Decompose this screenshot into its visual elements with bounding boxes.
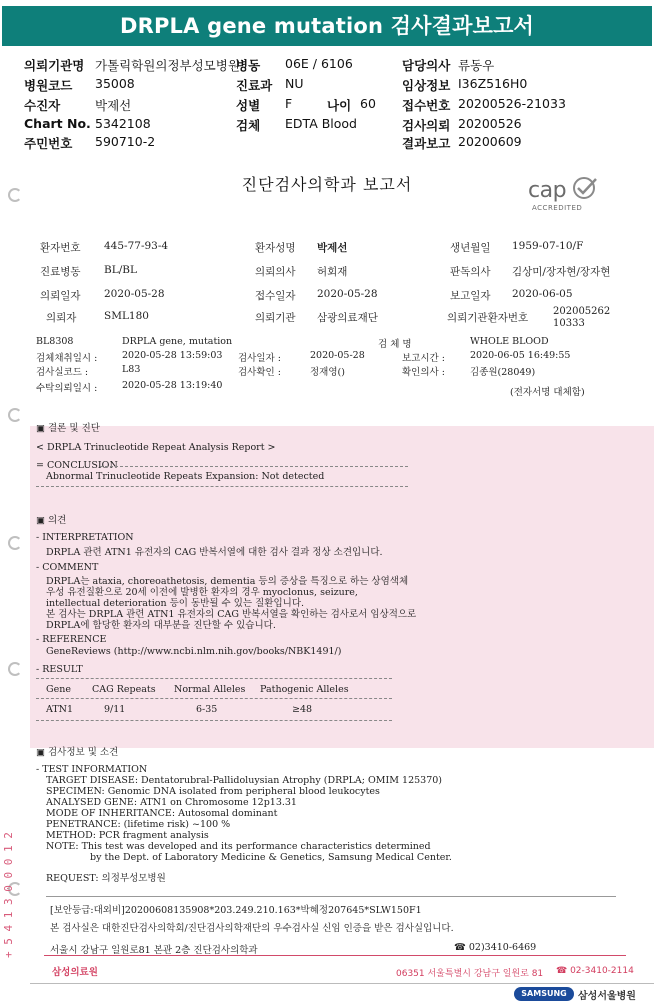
testinfo-head: ▣ 검사정보 및 소견 xyxy=(36,747,119,758)
ref-text: GeneReviews (http://www.ncbi.nlm.nih.gov/books/NBK1491/) xyxy=(46,646,342,657)
col-gene: Gene xyxy=(46,684,71,695)
title-bar xyxy=(0,0,654,52)
test-name: DRPLA gene, mutation xyxy=(122,336,233,347)
col-cag: CAG Repeats xyxy=(92,684,156,695)
receive-label: 수탁의뢰일시 : xyxy=(36,383,98,394)
report-title: 진단검사의학과 보고서 xyxy=(241,175,413,194)
rcv-date-label: 접수일자 xyxy=(255,290,296,302)
scanned-report xyxy=(0,158,654,1006)
req-org: 삼광의료재단 xyxy=(317,312,378,324)
confirm-doc-label: 확인의사 : xyxy=(402,367,445,378)
red-divider xyxy=(44,955,626,956)
ti-1: TARGET DISEASE: Dentatorubral-Pallidoluysian Atrophy (DRPLA; OMIM 125370) xyxy=(46,775,443,786)
receive-time: 2020-05-28 13:19:40 xyxy=(122,380,223,391)
req-doctor: 허회재 xyxy=(317,266,348,278)
clinical-value: I36Z516H0 xyxy=(458,76,528,91)
divider xyxy=(100,466,408,467)
footer-logo-left: 삼성의료원 xyxy=(52,967,98,978)
page-title: DRPLA gene mutation 검사결과보고서 xyxy=(119,14,535,38)
req-date-label: 의뢰일자 xyxy=(40,290,81,302)
phone-line: ☎ 02)3410-6469 xyxy=(454,942,537,953)
opinion-head: ▣ 의견 xyxy=(36,515,67,526)
rep-date: 2020-06-05 xyxy=(512,288,573,300)
interp-label: - INTERPRETATION xyxy=(36,532,134,543)
cap-logo-word: cap xyxy=(528,178,567,203)
footer-phone: ☎ 02-3410-2114 xyxy=(556,966,634,976)
specimen-label: 검 체 명 xyxy=(378,339,412,350)
clinical-label: 임상정보 xyxy=(402,78,451,93)
ti-6: METHOD: PCR fragment analysis xyxy=(46,830,209,841)
age-value: 60 xyxy=(360,96,376,111)
patient-no: 445-77-93-4 xyxy=(104,240,169,252)
confirm-doc: 김종원(28049) xyxy=(470,367,536,378)
specimen-label: 검체 xyxy=(236,118,261,133)
dept-label: 진료과 xyxy=(236,78,273,93)
punch-hole-icon xyxy=(8,188,22,202)
chart-label: Chart No. xyxy=(24,116,91,131)
ward-label: 진료병동 xyxy=(40,266,81,278)
row-path: ≥48 xyxy=(292,704,313,715)
cap-logo xyxy=(520,176,610,216)
collect-time: 2020-05-28 13:59:03 xyxy=(122,350,223,361)
conclusion-head: ▣ 결론 및 진단 xyxy=(36,423,100,434)
inst-value: 가톨릭학원의정부성모병원 xyxy=(95,58,240,73)
receipt-value: 20200526-21033 xyxy=(458,96,566,111)
req-org-label: 의뢰기관 xyxy=(255,312,296,324)
footer-address: 06351 서울특별시 강남구 일원로 81 xyxy=(396,969,544,979)
header-info xyxy=(0,54,654,152)
rep-date-label: 보고일자 xyxy=(450,290,491,302)
comment-2: 우성 유전질환으로 20세 이전에 발병한 환자의 경우 myoclonus, seizure, xyxy=(46,587,358,598)
ti-7: NOTE: This test was developed and its performance characteristics determined xyxy=(46,841,431,852)
title-banner xyxy=(2,6,652,46)
side-barcode-text: + 5 4 1 3 0 0 0 1 2 xyxy=(2,832,15,958)
cap-accredited: ACCREDITED xyxy=(532,204,583,212)
comment-label: - COMMENT xyxy=(36,562,99,573)
specimen-value: EDTA Blood xyxy=(285,116,357,131)
ti-5: PENETRANCE: (lifetime risk) ~100 % xyxy=(46,819,231,830)
req-doctor-label: 의뢰의사 xyxy=(255,266,296,278)
age-label: 나이 xyxy=(327,98,352,113)
dob: 1959-07-10/F xyxy=(512,240,584,252)
punch-hole-icon xyxy=(8,408,22,422)
collect-label: 검체채취일시 : xyxy=(36,353,98,364)
comment-5: DRPLA에 합당한 환자의 대부분을 진단할 수 있습니다. xyxy=(46,620,276,631)
sex-value: F xyxy=(285,96,293,111)
test-code: BL8308 xyxy=(36,336,74,347)
doctor-value: 류동우 xyxy=(458,58,495,73)
req-org-patno-label: 의뢰기관환자번호 xyxy=(447,312,529,324)
row-gene: ATN1 xyxy=(46,704,74,715)
room-label: 검사실코드 : xyxy=(36,367,89,378)
patient-name: 박제선 xyxy=(317,242,348,254)
samsung-logo xyxy=(514,987,574,1001)
hosp-code-label: 병원코드 xyxy=(24,78,73,93)
confirm: 정재영() xyxy=(310,367,345,378)
specimen: WHOLE BLOOD xyxy=(470,336,549,347)
ti-2: SPECIMEN: Genomic DNA isolated from peripheral blood leukocytes xyxy=(46,786,380,797)
report-time: 2020-06-05 16:49:55 xyxy=(470,350,571,361)
request-line: REQUEST: 의정부성모병원 xyxy=(46,873,166,884)
ti-3: ANALYSED GENE: ATN1 on Chromosome 12p13.31 xyxy=(46,797,297,808)
ward-value: 06E / 6106 xyxy=(285,56,353,71)
req-person-label: 의뢰자 xyxy=(46,312,77,324)
ssn-value: 590710-2 xyxy=(95,134,156,149)
patient-name-label: 환자성명 xyxy=(255,242,296,254)
req-person: SML180 xyxy=(104,310,149,322)
comment-1: DRPLA는 ataxia, choreoathetosis, dementia 등의 증상을 특징으로 하는 상염색체 xyxy=(46,576,409,587)
esign: (전자서명 대체함) xyxy=(510,387,585,398)
side-barcode xyxy=(0,798,20,958)
receipt-label: 접수번호 xyxy=(402,98,451,113)
ti-8: by the Dept. of Laboratory Medicine & Genetics, Samsung Medical Center. xyxy=(90,852,452,863)
ref-label: - REFERENCE xyxy=(36,634,107,645)
hosp-code-value: 35008 xyxy=(95,76,135,91)
patient-no-label: 환자번호 xyxy=(40,242,81,254)
dept-value: NU xyxy=(285,76,304,91)
collector-label: 수진자 xyxy=(24,98,61,113)
cap-check-icon xyxy=(570,176,602,200)
reader: 김상미/장자현/장자현 xyxy=(512,266,611,278)
punch-hole-icon xyxy=(8,536,22,550)
ward: BL/BL xyxy=(104,264,137,276)
room: L83 xyxy=(122,364,141,375)
conclusion-label: = CONCLUSION xyxy=(36,460,118,471)
conclusion-text: Abnormal Trinucleotide Repeats Expansion: Not detected xyxy=(46,471,325,482)
divider xyxy=(36,486,408,487)
req-date: 2020-05-28 xyxy=(104,288,165,300)
footer-hospital: 삼성서울병원 xyxy=(578,991,636,1002)
test-date: 2020-05-28 xyxy=(310,350,365,361)
analysis-title: < DRPLA Trinucleotide Repeat Analysis Report > xyxy=(36,442,276,453)
col-normal: Normal Alleles xyxy=(174,684,246,695)
cert-line: 본 검사실은 대한진단검사의학회/진단검사의학재단의 우수검사실 신임 인증을 받은 검사실입니다. xyxy=(50,923,454,934)
comment-3: intellectual deterioration 등이 동반될 수 있는 질환입니다. xyxy=(46,598,305,609)
inst-label: 의뢰기관명 xyxy=(24,58,85,73)
row-normal: 6-35 xyxy=(196,704,218,715)
samsung-logo-text: SAMSUNG xyxy=(521,989,567,998)
ssn-label: 주민번호 xyxy=(24,136,73,151)
result-value: 20200609 xyxy=(458,134,522,149)
interp-text: DRPLA 관련 ATN1 유전자의 CAG 반복서열에 대한 검사 결과 정상 소견입니다. xyxy=(46,547,383,558)
divider xyxy=(46,896,616,897)
chart-value: 5342108 xyxy=(95,116,151,131)
divider xyxy=(36,678,392,679)
ti-label: - TEST INFORMATION xyxy=(36,764,148,775)
dob-label: 생년월일 xyxy=(450,242,491,254)
request-label: 검사의뢰 xyxy=(402,118,451,133)
divider xyxy=(36,698,392,699)
ti-4: MODE OF INHERITANCE: Autosomal dominant xyxy=(46,808,278,819)
request-value: 20200526 xyxy=(458,116,522,131)
row-cag: 9/11 xyxy=(104,704,126,715)
result-label: - RESULT xyxy=(36,664,83,675)
rcv-date: 2020-05-28 xyxy=(317,288,378,300)
req-org-patno: 20200526210333 xyxy=(553,306,611,329)
footer-divider xyxy=(30,983,654,984)
divider xyxy=(36,720,392,721)
ward-label: 병동 xyxy=(236,58,261,73)
punch-hole-icon xyxy=(8,662,22,676)
doctor-label: 담당의사 xyxy=(402,58,451,73)
result-label: 결과보고 xyxy=(402,136,451,151)
test-date-label: 검사일자 : xyxy=(238,353,281,364)
address-line: 서울시 강남구 일원로81 본관 2층 진단검사의학과 xyxy=(50,945,258,956)
confirm-label: 검사확인 : xyxy=(238,367,281,378)
comment-4: 본 검사는 DRPLA 관련 ATN1 유전자의 CAG 반복서열을 확인하는 검사로서 임상적으로 xyxy=(46,609,417,620)
col-path: Pathogenic Alleles xyxy=(260,684,349,695)
collector-value: 박제선 xyxy=(95,98,132,113)
security-line: [보안등급:대외비]20200608135908*203.249.210.163*박혜정207645*SLW150F1 xyxy=(50,905,422,916)
report-time-label: 보고시간 : xyxy=(402,353,445,364)
sex-label: 성별 xyxy=(236,98,261,113)
reader-label: 판독의사 xyxy=(450,266,491,278)
